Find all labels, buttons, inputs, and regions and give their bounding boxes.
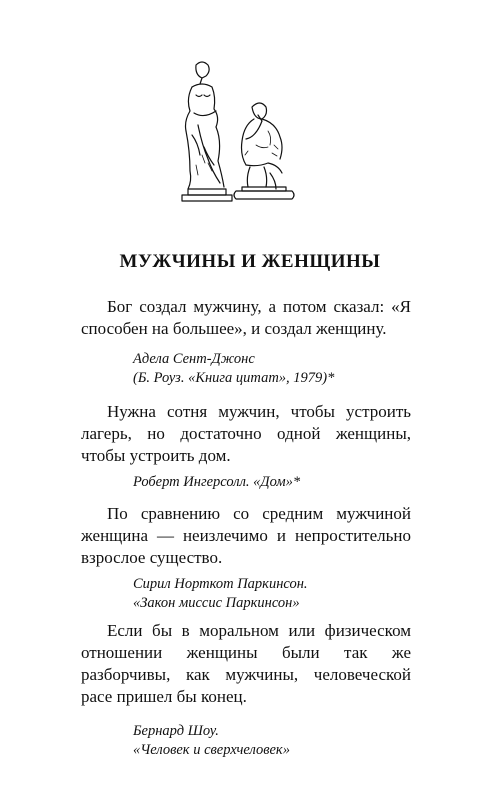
quote-author: Адела Сент-Джонс xyxy=(133,351,255,367)
quote-block xyxy=(81,620,411,760)
statues-icon xyxy=(158,55,300,205)
quote-text: Бог создал мужчину, а потом сказал: «Я способен на большее», и создал женщину. xyxy=(81,297,411,338)
quote-source: (Б. Роуз. «Книга цитат», 1979)* xyxy=(133,370,335,386)
quote-attribution xyxy=(133,575,411,613)
quote-block xyxy=(81,401,411,492)
quote-text: По сравнению со средним мужчиной женщина — неизлечимо и непростительно взрослое существо. xyxy=(81,504,411,567)
quote-attribution xyxy=(133,722,411,760)
quote-attribution xyxy=(133,473,411,492)
chapter-title: МУЖЧИНЫ И ЖЕНЩИНЫ xyxy=(119,251,381,272)
quote-text: Если бы в моральном или физическом отношении женщины были так же разборчивы, как мужчины, человеческой расе пришел бы конец. xyxy=(81,621,411,706)
quote-block xyxy=(81,296,411,388)
quote-author: Сирил Норткот Паркинсон. xyxy=(133,576,308,592)
quote-attribution xyxy=(133,350,411,388)
quote-source: «Закон миссис Паркинсон» xyxy=(133,595,300,611)
statues-illustration xyxy=(158,55,300,205)
quote-author: Бернард Шоу. xyxy=(133,723,219,739)
quote-text: Нужна сотня мужчин, чтобы устроить лагерь, но достаточно одной женщины, чтобы устроить дом. xyxy=(81,402,411,465)
quote-block xyxy=(81,503,411,613)
quote-author: Роберт Ингерсолл. «Дом»* xyxy=(133,474,301,490)
quote-source: «Человек и сверхчеловек» xyxy=(133,742,290,758)
